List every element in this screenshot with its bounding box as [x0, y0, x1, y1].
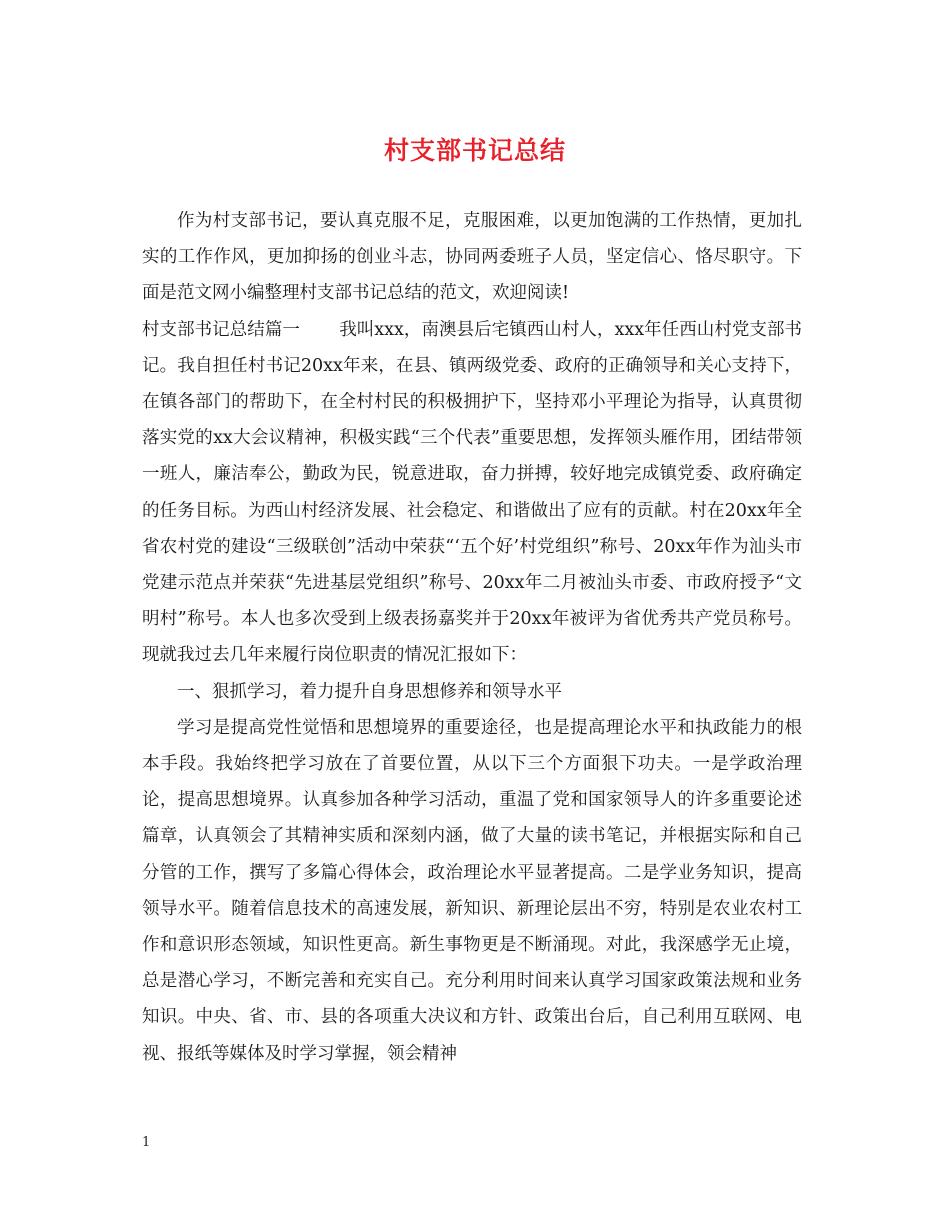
page-number: 1	[142, 1135, 151, 1150]
section-paragraph	[142, 312, 802, 674]
intro-paragraph: 作为村支部书记，要认真克服不足，克服困难，以更加饱满的工作热情，更加扎实的工作作风，更加抑扬的创业斗志，协同两委班子人员，坚定信心、恪尽职守。下面是范文网小编整理村支部书记总结的范文，欢迎阅读!	[142, 211, 802, 304]
section-text: 我叫xxx，南澳县后宅镇西山村人，xxx年任西山村党支部书记。我自担任村书记20xx年来，在县、镇两级党委、政府的正确领导和关心支持下，在镇各部门的帮助下，在全村村民的积极拥护下，坚持邓小平理论为指导，认真贯彻落实党的xx大会议精神，积极实践“三个代表”重要思想，发挥领头雁作用，团结带领一班人，廉洁奉公，勤政为民，锐意进取，奋力拼搏，较好地完成镇党委、政府确定的任务目标。为西山村经济发展、社会稳定、和谐做出了应有的贡献。村在20xx年全省农村党的建设“三级联创”活动中荣获“‘五个好’村党组织”称号、20xx年作为汕头市党建示范点并荣获“先进基层党组织”称号、20xx年二月被汕头市委、市政府授予“文明村”称号。本人也多次受到上级表扬嘉奖并于20xx年被评为省优秀共产党员称号。现就我过去几年来履行岗位职责的情况汇报如下：	[142, 319, 802, 666]
body-paragraph-1: 学习是提高党性觉悟和思想境界的重要途径，也是提高理论水平和执政能力的根本手段。我始终把学习放在了首要位置，从以下三个方面狠下功夫。一是学政治理论，提高思想境界。认真参加各种学习活动，重温了党和国家领导人的许多重要论述篇章，认真领会了其精神实质和深刻内涵，做了大量的读书笔记，并根据实际和自己分管的工作，撰写了多篇心得体会，政治理论水平显著提高。二是学业务知识，提高领导水平。随着信息技术的高速发展，新知识、新理论层出不穷，特别是农业农村工作和意识形态领域，知识性更高。新生事物更是不断涌现。对此，我深感学无止境，总是潜心学习，不断完善和充实自己。充分利用时间来认真学习国家政策法规和业务知识。中央、省、市、县的各项重大决议和方针、政策出台后，自己利用互联网、电视、报纸等媒体及时学习掌握，领会精神	[142, 717, 802, 1064]
section-heading-1: 一、狠抓学习，着力提升自身思想修养和领导水平	[177, 681, 562, 702]
document-title: 村支部书记总结	[383, 136, 566, 165]
document-body	[142, 203, 802, 1072]
section-label: 村支部书记总结篇一	[142, 319, 300, 340]
